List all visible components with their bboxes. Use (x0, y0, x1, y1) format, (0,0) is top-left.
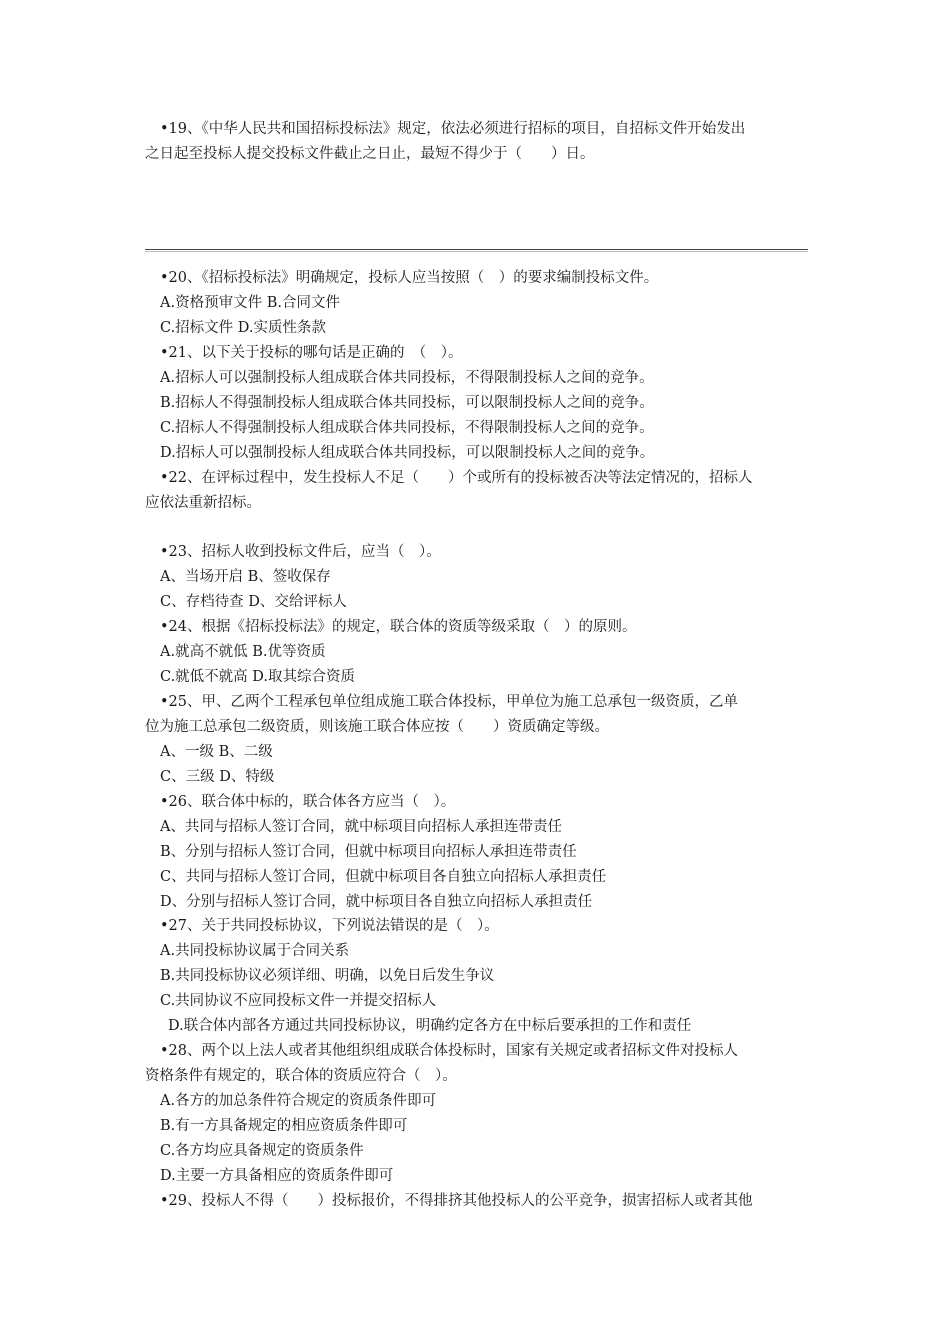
question-22-line-2: 应依法重新招标。 (145, 495, 261, 511)
question-25-line-1: •25、甲、乙两个工程承包单位组成施工联合体投标，甲单位为施工总承包一级资质，乙单 (160, 694, 738, 710)
option-line: C.招标人不得强制投标人组成联合体共同投标，不得限制投标人之间的竞争。 (160, 420, 654, 436)
question-28-line-2: 资格条件有规定的，联合体的资质应符合（ ）。 (145, 1068, 457, 1084)
option-line: B、分别与招标人签订合同，但就中标项目向招标人承担连带责任 (160, 844, 577, 860)
option-line: A.就高不就低 B.优等资质 (160, 644, 326, 660)
option-line: A.各方的加总条件符合规定的资质条件即可 (160, 1093, 437, 1109)
option-line: A、共同与招标人签订合同，就中标项目向招标人承担连带责任 (160, 819, 562, 835)
question-22-line-1: •22、在评标过程中，发生投标人不足（ ）个或所有的投标被否决等法定情况的，招标人 (160, 470, 753, 486)
question-27: •27、关于共同投标协议，下列说法错误的是（ ）。 (160, 918, 499, 934)
question-19-line-1: •19、《中华人民共和国招标投标法》规定，依法必须进行招标的项目，自招标文件开始发出 (160, 121, 746, 137)
question-21: •21、以下关于投标的哪句话是正确的 （ ）。 (160, 345, 463, 361)
option-line: A、一级 B、二级 (160, 744, 273, 760)
horizontal-divider (145, 249, 808, 252)
option-line: D、分别与招标人签订合同，就中标项目各自独立向招标人承担责任 (160, 894, 593, 910)
option-line: A.招标人可以强制投标人组成联合体共同投标，不得限制投标人之间的竞争。 (160, 370, 654, 386)
option-line: C、三级 D、特级 (160, 769, 275, 785)
option-line: B.招标人不得强制投标人组成联合体共同投标，可以限制投标人之间的竞争。 (160, 395, 654, 411)
question-29-line-1: •29、投标人不得（ ）投标报价，不得排挤其他投标人的公平竞争，损害招标人或者其他 (160, 1193, 753, 1209)
question-26: •26、联合体中标的，联合体各方应当（ ）。 (160, 794, 456, 810)
option-line: C.各方均应具备规定的资质条件 (160, 1143, 364, 1159)
option-line: A.资格预审文件 B.合同文件 (160, 295, 340, 311)
option-line: A.共同投标协议属于合同关系 (160, 943, 350, 959)
option-line: A、当场开启 B、签收保存 (160, 569, 331, 585)
option-line: C、存档待查 D、交给评标人 (160, 594, 347, 610)
question-23: •23、招标人收到投标文件后，应当（ ）。 (160, 544, 441, 560)
option-line: C.招标文件 D.实质性条款 (160, 320, 327, 336)
question-24: •24、根据《招标投标法》的规定，联合体的资质等级采取（ ）的原则。 (160, 619, 637, 635)
option-line: C.就低不就高 D.取其综合资质 (160, 669, 356, 685)
option-line: B.共同投标协议必须详细、明确，以免日后发生争议 (160, 968, 495, 984)
option-line: C.共同协议不应同投标文件一并提交招标人 (160, 993, 437, 1009)
option-line: D.主要一方具备相应的资质条件即可 (160, 1168, 394, 1184)
question-28-line-1: •28、两个以上法人或者其他组织组成联合体投标时，国家有关规定或者招标文件对投标人 (160, 1043, 738, 1059)
question-19-line-2: 之日起至投标人提交投标文件截止之日止，最短不得少于（ ）日。 (145, 146, 595, 162)
option-line: D.联合体内部各方通过共同投标协议，明确约定各方在中标后要承担的工作和责任 (168, 1018, 692, 1034)
question-20: •20、《招标投标法》明确规定，投标人应当按照（ ）的要求编制投标文件。 (160, 270, 659, 286)
option-line: B.有一方具备规定的相应资质条件即可 (160, 1118, 408, 1134)
option-line: D.招标人可以强制投标人组成联合体共同投标，可以限制投标人之间的竞争。 (160, 445, 655, 461)
option-line: C、共同与招标人签订合同，但就中标项目各自独立向招标人承担责任 (160, 869, 607, 885)
question-25-line-2: 位为施工总承包二级资质，则该施工联合体应按（ ）资质确定等级。 (145, 719, 609, 735)
